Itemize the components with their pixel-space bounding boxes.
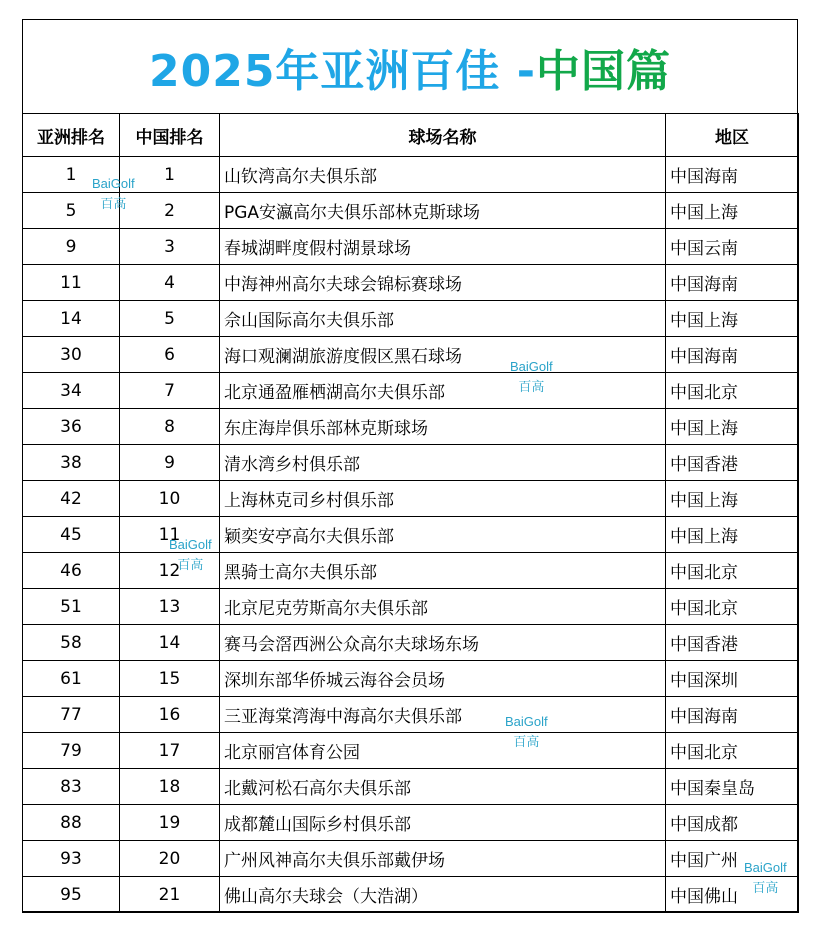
course-name-cell: 清水湾乡村俱乐部 — [220, 445, 666, 481]
watermark-en: BaiGolf — [744, 860, 787, 875]
course-name-cell: 广州风神高尔夫俱乐部戴伊场 — [220, 841, 666, 877]
course-name-cell: 颖奕安亭高尔夫俱乐部 — [220, 517, 666, 553]
watermark — [744, 858, 787, 898]
china-rank-cell: 13 — [120, 589, 220, 625]
table-row — [23, 697, 799, 733]
watermark-en: BaiGolf — [510, 359, 553, 374]
asia-rank-cell: 45 — [23, 517, 120, 553]
region-cell: 中国上海 — [666, 517, 799, 553]
china-rank-cell: 12 — [120, 553, 220, 589]
table-row — [23, 193, 799, 229]
asia-rank-cell: 93 — [23, 841, 120, 877]
asia-rank-cell: 58 — [23, 625, 120, 661]
header-asia-rank: 亚洲排名 — [23, 114, 120, 157]
course-name-cell: 佛山高尔夫球会（大浩湖） — [220, 877, 666, 913]
header-row — [23, 114, 799, 157]
page-title — [23, 20, 797, 114]
region-cell: 中国广州 — [666, 841, 799, 877]
header-china-rank: 中国排名 — [120, 114, 220, 157]
table-row — [23, 877, 799, 913]
header-course-name: 球场名称 — [220, 114, 666, 157]
china-rank-cell: 10 — [120, 481, 220, 517]
table-row — [23, 265, 799, 301]
china-rank-cell: 3 — [120, 229, 220, 265]
table-row — [23, 301, 799, 337]
region-cell: 中国佛山 — [666, 877, 799, 913]
course-name-cell: 海口观澜湖旅游度假区黑石球场 — [220, 337, 666, 373]
table-row — [23, 661, 799, 697]
course-name-cell: 成都麓山国际乡村俱乐部 — [220, 805, 666, 841]
watermark-zh: 百高 — [100, 196, 127, 211]
asia-rank-cell: 36 — [23, 409, 120, 445]
region-cell: 中国海南 — [666, 157, 799, 193]
table-row — [23, 517, 799, 553]
table-row — [23, 157, 799, 193]
watermark — [92, 174, 135, 214]
china-rank-cell: 7 — [120, 373, 220, 409]
region-cell: 中国北京 — [666, 553, 799, 589]
asia-rank-cell: 95 — [23, 877, 120, 913]
course-name-cell: 赛马会滘西洲公众高尔夫球场东场 — [220, 625, 666, 661]
table-row — [23, 625, 799, 661]
ranking-sheet — [22, 19, 798, 912]
china-rank-cell: 15 — [120, 661, 220, 697]
asia-rank-cell: 38 — [23, 445, 120, 481]
watermark-en: BaiGolf — [169, 537, 212, 552]
table-row — [23, 229, 799, 265]
asia-rank-cell: 79 — [23, 733, 120, 769]
course-name-cell: 东庄海岸俱乐部林克斯球场 — [220, 409, 666, 445]
china-rank-cell: 21 — [120, 877, 220, 913]
china-rank-cell: 14 — [120, 625, 220, 661]
asia-rank-cell: 5 — [23, 193, 120, 229]
region-cell: 中国上海 — [666, 409, 799, 445]
asia-rank-cell: 42 — [23, 481, 120, 517]
watermark-en: BaiGolf — [92, 176, 135, 191]
china-rank-cell: 2 — [120, 193, 220, 229]
table-row — [23, 445, 799, 481]
china-rank-cell: 11 — [120, 517, 220, 553]
course-name-cell: 山钦湾高尔夫俱乐部 — [220, 157, 666, 193]
table-row — [23, 553, 799, 589]
asia-rank-cell: 46 — [23, 553, 120, 589]
table-row — [23, 409, 799, 445]
course-name-cell: 北戴河松石高尔夫俱乐部 — [220, 769, 666, 805]
china-rank-cell: 17 — [120, 733, 220, 769]
watermark — [169, 535, 212, 575]
region-cell: 中国上海 — [666, 301, 799, 337]
watermark — [510, 357, 553, 397]
course-name-cell: 上海林克司乡村俱乐部 — [220, 481, 666, 517]
region-cell: 中国云南 — [666, 229, 799, 265]
title-part-2: 中国篇 — [536, 46, 672, 97]
watermark — [505, 712, 548, 752]
table-row — [23, 589, 799, 625]
asia-rank-cell: 83 — [23, 769, 120, 805]
region-cell: 中国上海 — [666, 193, 799, 229]
watermark-zh: 百高 — [752, 880, 779, 895]
china-rank-cell: 9 — [120, 445, 220, 481]
china-rank-cell: 6 — [120, 337, 220, 373]
table-row — [23, 337, 799, 373]
table-row — [23, 373, 799, 409]
region-cell: 中国海南 — [666, 697, 799, 733]
header-region: 地区 — [666, 114, 799, 157]
course-name-cell: 春城湖畔度假村湖景球场 — [220, 229, 666, 265]
china-rank-cell: 18 — [120, 769, 220, 805]
region-cell: 中国上海 — [666, 481, 799, 517]
table-row — [23, 481, 799, 517]
asia-rank-cell: 88 — [23, 805, 120, 841]
region-cell: 中国海南 — [666, 265, 799, 301]
china-rank-cell: 8 — [120, 409, 220, 445]
course-name-cell: 三亚海棠湾海中海高尔夫俱乐部 — [220, 697, 666, 733]
asia-rank-cell: 34 — [23, 373, 120, 409]
watermark-zh: 百高 — [518, 379, 545, 394]
china-rank-cell: 1 — [120, 157, 220, 193]
asia-rank-cell: 77 — [23, 697, 120, 733]
course-name-cell: 深圳东部华侨城云海谷会员场 — [220, 661, 666, 697]
region-cell: 中国香港 — [666, 445, 799, 481]
asia-rank-cell: 14 — [23, 301, 120, 337]
course-name-cell: 北京尼克劳斯高尔夫俱乐部 — [220, 589, 666, 625]
region-cell: 中国深圳 — [666, 661, 799, 697]
region-cell: 中国北京 — [666, 733, 799, 769]
asia-rank-cell: 1 — [23, 157, 120, 193]
china-rank-cell: 5 — [120, 301, 220, 337]
china-rank-cell: 19 — [120, 805, 220, 841]
course-name-cell: 佘山国际高尔夫俱乐部 — [220, 301, 666, 337]
china-rank-cell: 4 — [120, 265, 220, 301]
asia-rank-cell: 30 — [23, 337, 120, 373]
china-rank-cell: 20 — [120, 841, 220, 877]
region-cell: 中国成都 — [666, 805, 799, 841]
asia-rank-cell: 51 — [23, 589, 120, 625]
table-row — [23, 769, 799, 805]
course-name-cell: 北京通盈雁栖湖高尔夫俱乐部 — [220, 373, 666, 409]
watermark-en: BaiGolf — [505, 714, 548, 729]
course-name-cell: PGA安瀛高尔夫俱乐部林克斯球场 — [220, 193, 666, 229]
asia-rank-cell: 11 — [23, 265, 120, 301]
region-cell: 中国北京 — [666, 589, 799, 625]
ranking-table — [22, 113, 799, 913]
course-name-cell: 中海神州高尔夫球会锦标赛球场 — [220, 265, 666, 301]
course-name-cell: 黑骑士高尔夫俱乐部 — [220, 553, 666, 589]
course-name-cell: 北京丽宫体育公园 — [220, 733, 666, 769]
china-rank-cell: 16 — [120, 697, 220, 733]
table-row — [23, 841, 799, 877]
table-row — [23, 805, 799, 841]
region-cell: 中国秦皇岛 — [666, 769, 799, 805]
table-row — [23, 733, 799, 769]
asia-rank-cell: 61 — [23, 661, 120, 697]
region-cell: 中国香港 — [666, 625, 799, 661]
region-cell: 中国海南 — [666, 337, 799, 373]
asia-rank-cell: 9 — [23, 229, 120, 265]
watermark-zh: 百高 — [177, 557, 204, 572]
region-cell: 中国北京 — [666, 373, 799, 409]
title-part-1: 2025年亚洲百佳 - — [148, 46, 537, 97]
watermark-zh: 百高 — [513, 734, 540, 749]
